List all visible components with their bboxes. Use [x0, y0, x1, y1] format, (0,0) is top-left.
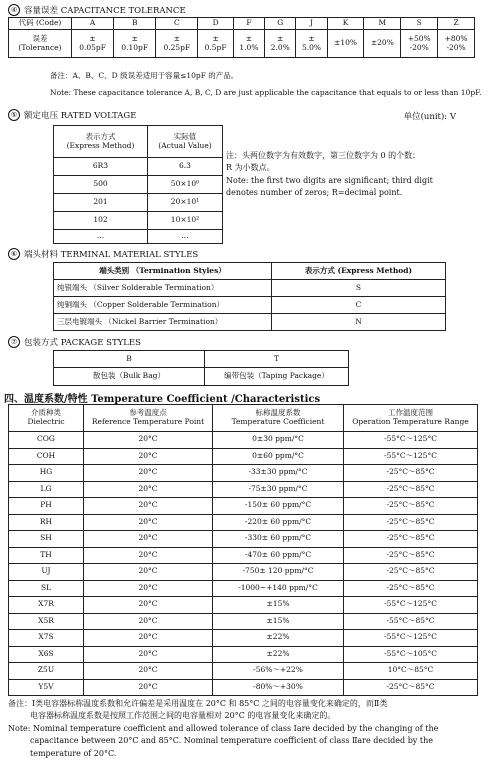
- op-range-cell: -55°C～125°C: [344, 448, 478, 465]
- tolerance-header-cn: 误差: [32, 33, 48, 43]
- voltage-code: 102: [54, 212, 148, 230]
- code-cell: A: [72, 18, 114, 30]
- express-method-header: 表示方式 (Express Method): [272, 263, 446, 280]
- tolerance-cell: [438, 30, 475, 58]
- section-title: 包装方式 PACKAGE STYLES: [24, 338, 141, 348]
- temp-coef-cell: ±15%: [213, 613, 344, 630]
- ref-temp-cell: 20°C: [84, 481, 213, 498]
- cap-tolerance-heading: [8, 4, 186, 16]
- termination-name: 纯银端头 （Silver Solderable Termination）: [54, 280, 272, 297]
- ref-temp-cell: 20°C: [84, 646, 213, 663]
- op-range-cell: -25°C～85°C: [344, 531, 478, 548]
- package-name: 散包装（Bulk Bag）: [54, 368, 205, 386]
- tol-line1: ±: [308, 33, 315, 43]
- tempco-row: [9, 514, 478, 531]
- termination-styles-header: 端头类别 （Termination Styles）: [54, 263, 272, 280]
- tolerance-cell: [327, 30, 364, 58]
- tempco-note: [8, 698, 498, 760]
- ref-temp-cell: 20°C: [84, 531, 213, 548]
- tol-line2: 2.0%: [270, 42, 290, 52]
- section-number: ⑦: [8, 336, 20, 348]
- dielectric-cell: SH: [9, 531, 84, 548]
- tempco-row: [9, 597, 478, 614]
- tempco-row: [9, 679, 478, 696]
- code-cell: B: [114, 18, 156, 30]
- tolerance-cell: [401, 30, 438, 58]
- temp-coef-cell: -750± 120 ppm/°C: [213, 564, 344, 581]
- voltage-code: 201: [54, 194, 148, 212]
- voltage-value: 50×10⁰: [148, 176, 223, 194]
- header-cn: 实际值: [173, 131, 197, 141]
- voltage-value: ...: [148, 230, 223, 244]
- temp-coef-cell: -56%～+22%: [213, 663, 344, 680]
- op-range-header: [344, 405, 478, 432]
- note-line: 注：头两位数字为有效数字，第三位数字为 0 的个数；: [226, 151, 421, 160]
- dielectric-cell: COH: [9, 448, 84, 465]
- termination-code: S: [272, 280, 446, 297]
- code-cell: S: [401, 18, 438, 30]
- temp-coef-cell: -470± 60 ppm/°C: [213, 547, 344, 564]
- dielectric-cell: LG: [9, 481, 84, 498]
- note-line: R 为小数点。: [226, 163, 275, 173]
- ref-temp-header: [84, 405, 213, 432]
- tol-line1: ±: [89, 33, 96, 43]
- tempco-row: [9, 646, 478, 663]
- op-range-cell: -25°C～85°C: [344, 564, 478, 581]
- note-en-line: [8, 723, 498, 735]
- op-range-cell: -55°C～125°C: [344, 597, 478, 614]
- voltage-unit: 单位(unit): V: [403, 112, 456, 122]
- termination-code: N: [272, 314, 446, 331]
- code-cell: D: [198, 18, 233, 30]
- termination-code: C: [272, 297, 446, 314]
- op-range-cell: -25°C～85°C: [344, 547, 478, 564]
- tolerance-cell: [233, 30, 264, 58]
- ref-temp-cell: 20°C: [84, 498, 213, 515]
- terminal-heading: [8, 248, 198, 260]
- rated-voltage-table: [53, 125, 223, 244]
- note-line: Note: the first two digits are significant; third digit: [226, 175, 433, 185]
- tol-line2: 0.5pF: [204, 42, 227, 52]
- terminal-table: [53, 262, 446, 331]
- tempco-row: [9, 663, 478, 680]
- tol-line1: ±: [245, 33, 253, 43]
- tol-line2: ±10%: [334, 38, 358, 48]
- header-en: (Express Method): [66, 140, 135, 150]
- dielectric-cell: X5R: [9, 613, 84, 630]
- op-range-cell: -25°C～85°C: [344, 580, 478, 597]
- tolerance-cell: [265, 30, 296, 58]
- temp-coef-cell: -33±30 ppm/°C: [213, 465, 344, 482]
- tol-line2: 0.10pF: [121, 42, 149, 52]
- header-cn: 表示方式: [85, 131, 116, 141]
- package-heading: [8, 336, 141, 348]
- voltage-code: 500: [54, 176, 148, 194]
- note-en-text: temperature of 20°C.: [30, 748, 117, 758]
- package-name: 编带包装（Taping Package）: [205, 368, 349, 386]
- tol-line2: 0.05pF: [79, 42, 106, 52]
- cap-tolerance-note-en: Note: These capacitance tolerance A, B, C, D are just applicable the capacitance that equals to or less than 10pF.: [50, 88, 482, 97]
- tolerance-cell: [114, 30, 156, 58]
- code-header: 代码 (Code): [9, 18, 72, 30]
- ref-temp-cell: 20°C: [84, 514, 213, 531]
- tempco-heading: 四、温度系数/特性 Temperature Coefficient /Characteristics: [4, 394, 321, 405]
- note-cn-line: [8, 698, 498, 710]
- temp-coef-cell: -220± 60 ppm/°C: [213, 514, 344, 531]
- temp-coef-cell: -330± 60 ppm/°C: [213, 531, 344, 548]
- dielectric-cell: PH: [9, 498, 84, 515]
- rated-voltage-heading: [8, 109, 136, 121]
- op-range-cell: 10°C～85°C: [344, 663, 478, 680]
- note-en-label: Note:: [8, 723, 31, 733]
- dielectric-header: [9, 405, 84, 432]
- section-title: 端头材料 TERMINAL MATERIAL STYLES: [24, 250, 199, 260]
- tol-line2: -20%: [446, 42, 466, 52]
- tempco-row: [9, 564, 478, 581]
- ref-temp-cell: 20°C: [84, 630, 213, 647]
- temp-coef-cell: -75±30 ppm/°C: [213, 481, 344, 498]
- note-line: denotes number of zeros; R=decimal point.: [226, 188, 403, 198]
- header-cn: 参考温度点: [129, 408, 167, 418]
- op-range-cell: -25°C～85°C: [344, 679, 478, 696]
- tol-line1: +50%: [407, 33, 431, 43]
- tol-line1: ±: [173, 33, 180, 43]
- dielectric-cell: X6S: [9, 646, 84, 663]
- header-en: Operation Temperature Range: [352, 417, 469, 426]
- section-title: 额定电压 RATED VOLTAGE: [24, 111, 137, 121]
- note-en-text: Nominal temperature coefficient and allowed tolerance of class Ⅰare decided by the changing of the: [33, 723, 439, 733]
- ref-temp-cell: 20°C: [84, 448, 213, 465]
- tempco-row: [9, 547, 478, 564]
- header-en: Dielectric: [27, 417, 65, 426]
- code-cell: C: [156, 18, 198, 30]
- tempco-row: [9, 432, 478, 449]
- ref-temp-cell: 20°C: [84, 465, 213, 482]
- voltage-code: ...: [54, 230, 148, 244]
- temp-coef-header: [213, 405, 344, 432]
- temp-coef-cell: ±22%: [213, 646, 344, 663]
- dielectric-cell: Y5V: [9, 679, 84, 696]
- temp-coef-cell: 0±30 ppm/°C: [213, 432, 344, 449]
- header-en: Reference Temperature Point: [91, 417, 205, 426]
- temp-coef-cell: ±22%: [213, 630, 344, 647]
- temp-coef-cell: -80%～+30%: [213, 679, 344, 696]
- code-cell: F: [233, 18, 264, 30]
- op-range-cell: -55°C～125°C: [344, 432, 478, 449]
- header-en: (Actual Value): [158, 140, 212, 150]
- op-range-cell: -55°C～85°C: [344, 613, 478, 630]
- tol-line2: -20%: [409, 42, 429, 52]
- op-range-cell: -25°C～85°C: [344, 481, 478, 498]
- tol-line2: ±20%: [370, 38, 394, 48]
- note-cn-text: 电容器标称温度系数是按照工作范围之间的电容量相对 20°C 的电容量变化来确定的。: [30, 711, 336, 721]
- tol-line2: 0.25pF: [163, 42, 191, 52]
- actual-value-header: [148, 126, 223, 158]
- tol-line1: ±: [131, 33, 138, 43]
- tolerance-header: [9, 30, 72, 58]
- tolerance-cell: [296, 30, 327, 58]
- ref-temp-cell: 20°C: [84, 679, 213, 696]
- cap-tolerance-table: [8, 17, 475, 58]
- ref-temp-cell: 20°C: [84, 597, 213, 614]
- tol-line1: ±: [277, 33, 284, 43]
- dielectric-cell: SL: [9, 580, 84, 597]
- note-en-text: capacitance between 20°C and 85°C. Nominal temperature coefficient of class Ⅱare decided by the: [30, 736, 433, 746]
- header-cn: 介质种类: [31, 408, 61, 418]
- header-en: Temperature Coefficient: [231, 417, 325, 426]
- op-range-cell: -25°C～85°C: [344, 514, 478, 531]
- code-cell: K: [327, 18, 364, 30]
- dielectric-cell: HG: [9, 465, 84, 482]
- tolerance-cell: [156, 30, 198, 58]
- dielectric-cell: RH: [9, 514, 84, 531]
- tempco-row: [9, 481, 478, 498]
- tempco-row: [9, 498, 478, 515]
- dielectric-cell: X7R: [9, 597, 84, 614]
- tol-line2: 5.0%: [301, 42, 322, 52]
- tempco-row: [9, 448, 478, 465]
- code-cell: G: [265, 18, 296, 30]
- op-range-cell: -25°C～85°C: [344, 465, 478, 482]
- header-cn: 标称温度系数: [255, 408, 301, 418]
- package-code: T: [205, 351, 349, 368]
- tempco-row: [9, 531, 478, 548]
- ref-temp-cell: 20°C: [84, 663, 213, 680]
- ref-temp-cell: 20°C: [84, 432, 213, 449]
- rated-voltage-note: [226, 150, 486, 200]
- tolerance-cell: [364, 30, 401, 58]
- voltage-code: 6R3: [54, 158, 148, 176]
- dielectric-cell: Z5U: [9, 663, 84, 680]
- tempco-table: [8, 404, 478, 696]
- temp-coef-cell: ±15%: [213, 597, 344, 614]
- tol-line2: 1.0%: [239, 42, 259, 52]
- dielectric-cell: X7S: [9, 630, 84, 647]
- temp-coef-cell: -150± 60 ppm/°C: [213, 498, 344, 515]
- temp-coef-cell: 0±60 ppm/°C: [213, 448, 344, 465]
- ref-temp-cell: 20°C: [84, 580, 213, 597]
- section-number: ④: [8, 4, 20, 16]
- note-cn-text: Ⅰ类电容器标称温度系数和允许偏差是采用温度在 20°C 和 85°C 之间的电容量变化来确定的，而Ⅱ类: [32, 699, 388, 708]
- tempco-row: [9, 465, 478, 482]
- express-method-header: [54, 126, 148, 158]
- op-range-cell: -55°C～125°C: [344, 630, 478, 647]
- tempco-row: [9, 580, 478, 597]
- tempco-row: [9, 613, 478, 630]
- tolerance-header-en: (Tolerance): [18, 42, 62, 52]
- tolerance-cell: [72, 30, 114, 58]
- temp-coef-cell: -1000~+140 ppm/°C: [213, 580, 344, 597]
- dielectric-cell: TH: [9, 547, 84, 564]
- note-cn-label: 备注：: [8, 699, 32, 708]
- op-range-cell: -55°C～105°C: [344, 646, 478, 663]
- section-number: ⑤: [8, 109, 20, 121]
- termination-name: 纯铜端头 （Copper Solderable Termination）: [54, 297, 272, 314]
- tolerance-cell: [198, 30, 233, 58]
- dielectric-cell: UJ: [9, 564, 84, 581]
- ref-temp-cell: 20°C: [84, 564, 213, 581]
- code-cell: M: [364, 18, 401, 30]
- termination-name: 三层电镀端头 （Nickel Barrier Termination）: [54, 314, 272, 331]
- code-cell: J: [296, 18, 327, 30]
- voltage-value: 10×10²: [148, 212, 223, 230]
- ref-temp-cell: 20°C: [84, 547, 213, 564]
- voltage-value: 6.3: [148, 158, 223, 176]
- cap-tolerance-note-cn: 备注：A、B、C、D 级误差适用于容量≤10pF 的产品。: [50, 71, 239, 80]
- dielectric-cell: COG: [9, 432, 84, 449]
- header-cn: 工作温度范围: [388, 408, 433, 418]
- section-title: 容量误差 CAPACITANCE TOLERANCE: [24, 6, 186, 16]
- tempco-body: [9, 432, 478, 696]
- tol-line1: ±: [212, 33, 219, 43]
- voltage-value: 20×10¹: [148, 194, 223, 212]
- package-table: [53, 350, 349, 386]
- code-cell: Z: [438, 18, 475, 30]
- op-range-cell: -25°C～85°C: [344, 498, 478, 515]
- section-number: ⑥: [8, 248, 20, 260]
- tempco-row: [9, 630, 478, 647]
- package-code: B: [54, 351, 205, 368]
- ref-temp-cell: 20°C: [84, 613, 213, 630]
- tol-line1: +80%: [444, 33, 468, 43]
